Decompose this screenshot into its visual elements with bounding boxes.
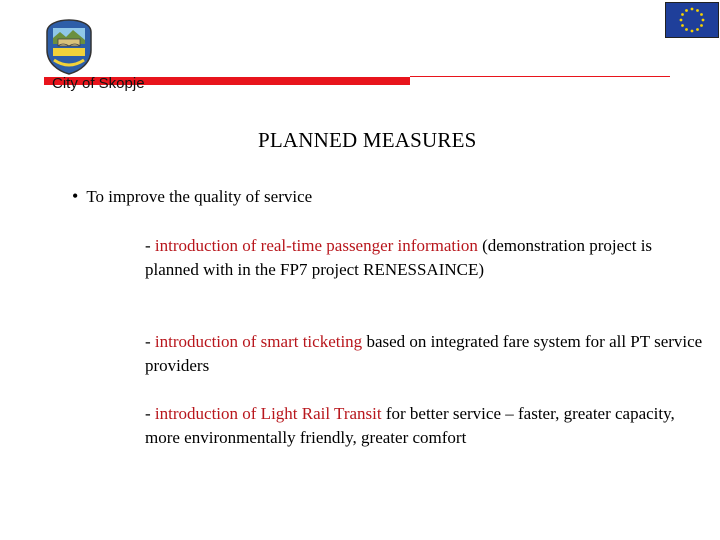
sub-item-text: for better service – faster, greater capacity, more environmentally friendly, greater comfort <box>145 404 675 447</box>
city-coat-of-arms-icon <box>44 18 94 76</box>
sub-item-highlight: introduction of real-time passenger information <box>154 236 478 255</box>
city-name: City of Skopje <box>52 75 145 92</box>
sub-item-prefix: - <box>145 236 155 255</box>
eu-flag-icon <box>665 2 719 38</box>
header-rule <box>410 76 670 77</box>
bullet-item <box>72 186 312 207</box>
sub-item-real-time-info <box>145 234 705 282</box>
sub-item-highlight: introduction of Light Rail Transit <box>154 404 382 423</box>
sub-item-smart-ticketing <box>145 330 705 378</box>
slide-title: PLANNED MEASURES <box>258 128 477 152</box>
sub-item-text: based on integrated fare system for all PT service providers <box>145 332 703 375</box>
bullet-text: To improve the quality of service <box>86 187 313 206</box>
sub-item-prefix: - <box>145 332 155 351</box>
bullet-icon: • <box>72 186 79 206</box>
sub-item-prefix: - <box>145 404 155 423</box>
sub-item-light-rail <box>145 402 705 456</box>
slide-bottom-area <box>0 456 720 540</box>
sub-item-text: (demonstration project is planned with in the FP7 project RENESSAINCE) <box>145 236 653 279</box>
sub-item-highlight: introduction of smart ticketing <box>154 332 363 351</box>
